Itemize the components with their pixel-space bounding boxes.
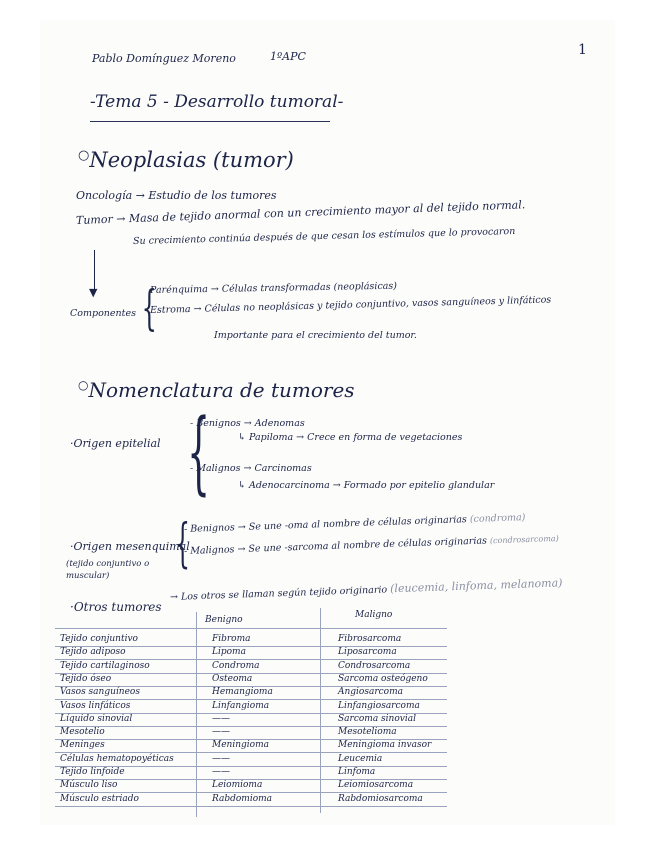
table-header-benigno: Benigno — [205, 615, 243, 625]
table-col-divider-2 — [320, 608, 321, 813]
table-cell-tissue: Mesotelio — [60, 727, 105, 738]
table-cell-tissue: Vasos linfáticos — [60, 700, 131, 711]
table-cell-benigno: —— — [212, 753, 230, 764]
table-header-line — [55, 628, 447, 629]
table-cell-tissue: Músculo liso — [60, 780, 118, 791]
table-cell-benigno: Condroma — [212, 660, 260, 671]
table-cell-tissue: Tejido adiposo — [60, 647, 126, 658]
table-cell-benigno: Rabdomioma — [212, 793, 273, 804]
table-cell-maligno: Leucemia — [338, 753, 383, 764]
table-cell-maligno: Fibrosarcoma — [338, 634, 402, 644]
table-cell-benigno: —— — [212, 727, 230, 738]
table-row-line — [55, 806, 447, 807]
title-underline — [90, 121, 330, 122]
otros-line: → Los otros se llaman según tejido originario (leucemia, linfoma, melanoma) — [169, 576, 563, 603]
table-cell-tissue: Tejido linfoide — [60, 767, 125, 777]
epitelial-label: ·Origen epitelial — [70, 437, 161, 450]
estroma-note: Importante para el crecimiento del tumor. — [214, 330, 417, 341]
table-cell-maligno: Meningioma invasor — [338, 740, 432, 751]
table-cell-benigno: Fibroma — [212, 634, 251, 644]
componentes-brace: { — [141, 280, 157, 336]
table-cell-maligno: Sarcoma osteógeno — [338, 673, 428, 684]
table-cell-benigno: Hemangioma — [212, 687, 273, 698]
table-cell-maligno: Linfangiosarcoma — [338, 700, 420, 711]
mesenquimal-subtitle: (tejido conjuntivo o muscular) — [66, 559, 150, 581]
section-heading-nomenclatura: ○Nomenclatura de tumores — [78, 378, 355, 402]
estroma-line: Estroma → Células no neoplásicas y tejido conjuntivo, vasos sanguíneos y linfáticos — [149, 294, 552, 316]
table-cell-benigno: —— — [212, 767, 230, 777]
table-cell-benigno: —— — [212, 713, 230, 724]
parenquima-line: Parénquima → Células transformadas (neoplásicas) — [149, 280, 398, 296]
table-cell-tissue: Tejido cartilaginoso — [60, 660, 150, 671]
tumor-growth-note: Su crecimiento continúa después de que cesan los estímulos que lo provocaron — [132, 225, 516, 247]
table-cell-benigno: Linfangioma — [212, 700, 270, 711]
table-cell-benigno: Lipoma — [212, 647, 246, 658]
page-number: 1 — [578, 42, 587, 58]
table-col-divider-1 — [196, 612, 197, 817]
malignos-mesenquimal: - Malignos → Se une -sarcoma al nombre de células originarias (condrosarcoma) — [183, 533, 559, 557]
table-cell-maligno: Liposarcoma — [338, 647, 397, 658]
table-cell-maligno: Sarcoma sinovial — [338, 713, 416, 724]
benignos-epitelial: - Benignos → Adenomas — [190, 418, 305, 429]
table-cell-tissue: Vasos sanguíneos — [60, 687, 140, 698]
table-cell-maligno: Rabdomiosarcoma — [338, 793, 423, 804]
tumor-definition: Tumor → Masa de tejido anormal con un crecimiento mayor al del tejido normal. — [75, 198, 526, 227]
table-cell-tissue: Tejido óseo — [60, 673, 112, 684]
mesenquimal-brace: { — [175, 514, 190, 574]
otros-label: ·Otros tumores — [70, 600, 162, 614]
table-cell-maligno: Linfoma — [338, 767, 376, 777]
mesenquimal-label: ·Origen mesenquimal — [70, 540, 190, 553]
papiloma-line: ↳ Papiloma → Crece en forma de vegetaciones — [238, 432, 463, 443]
table-cell-tissue: Meninges — [60, 740, 105, 751]
table-header-maligno: Maligno — [355, 610, 393, 620]
section-heading-neoplasias: ○Neoplasias (tumor) — [78, 148, 294, 172]
table-cell-benigno: Osteoma — [212, 673, 253, 684]
componentes-label: Componentes — [70, 308, 136, 319]
table-cell-tissue: Músculo estriado — [60, 793, 139, 804]
table-cell-benigno: Meningioma — [212, 740, 269, 751]
table-cell-tissue: Células hematopoyéticas — [60, 753, 174, 764]
malignos-epitelial: - Malignos → Carcinomas — [190, 463, 312, 474]
benignos-mesenquimal: - Benignos → Se une -oma al nombre de células originarias (condroma) — [183, 512, 526, 535]
course-label: 1ºAPC — [270, 50, 306, 63]
table-cell-tissue: Tejido conjuntivo — [60, 634, 138, 644]
oncologia-line: Oncología → Estudio de los tumores — [76, 189, 277, 202]
table-cell-maligno: Mesotelioma — [338, 727, 397, 738]
author-name: Pablo Domínguez Moreno — [92, 52, 236, 65]
table-cell-benigno: Leiomioma — [212, 780, 263, 791]
page-title: -Tema 5 - Desarrollo tumoral- — [90, 92, 344, 112]
down-arrow-head: ▼ — [89, 286, 98, 299]
table-cell-maligno: Condrosarcoma — [338, 660, 411, 671]
table-cell-tissue: Líquido sinovial — [60, 713, 133, 724]
table-cell-maligno: Angiosarcoma — [338, 687, 403, 698]
epitelial-brace: { — [187, 400, 211, 505]
adenocarcinoma-line: ↳ Adenocarcinoma → Formado por epitelio glandular — [238, 480, 495, 491]
table-cell-maligno: Leiomiosarcoma — [338, 780, 414, 791]
